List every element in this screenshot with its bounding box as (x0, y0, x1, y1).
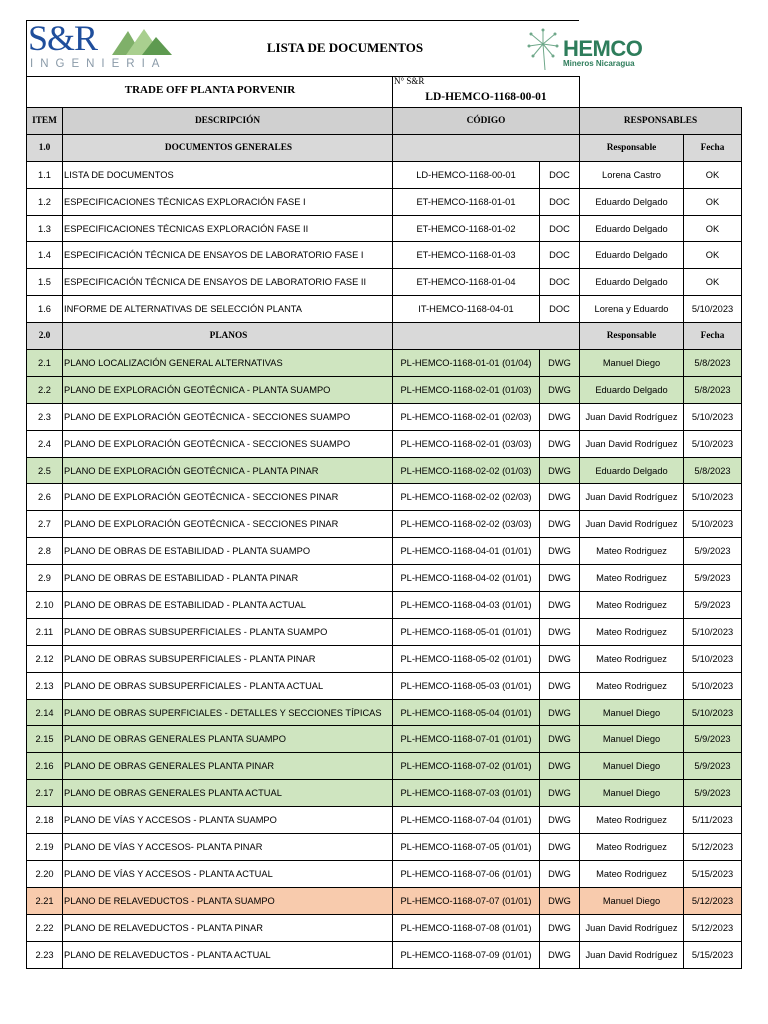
item-responsible: Eduardo Delgado (580, 457, 684, 484)
item-date: 5/10/2023 (684, 618, 742, 645)
item-description: ESPECIFICACIÓN TÉCNICA DE ENSAYOS DE LABORATORIO FASE I (63, 242, 393, 269)
header-divider (26, 76, 579, 77)
item-type: DWG (540, 780, 580, 807)
table-row[interactable] (27, 269, 742, 296)
item-type: DOC (540, 161, 580, 188)
item-responsible: Lorena y Eduardo (580, 296, 684, 323)
item-description: PLANO LOCALIZACIÓN GENERAL ALTERNATIVAS (63, 350, 393, 377)
item-description: ESPECIFICACIONES TÉCNICAS EXPLORACIÓN FASE I (63, 188, 393, 215)
document-number: LD-HEMCO-1168-00-01 (425, 91, 547, 103)
item-responsible: Lorena Castro (580, 161, 684, 188)
item-number: 2.22 (27, 914, 63, 941)
table-row[interactable] (27, 242, 742, 269)
table-row[interactable] (27, 645, 742, 672)
document-list-body (27, 108, 742, 969)
item-number: 2.21 (27, 887, 63, 914)
item-description: INFORME DE ALTERNATIVAS DE SELECCIÓN PLANTA (63, 296, 393, 323)
item-type: DWG (540, 753, 580, 780)
item-responsible: Eduardo Delgado (580, 269, 684, 296)
item-responsible: Eduardo Delgado (580, 188, 684, 215)
item-number: 2.1 (27, 350, 63, 377)
section-header-row (27, 323, 742, 350)
header-right-border (579, 76, 580, 108)
document-number-label: N° S&R (394, 76, 425, 86)
project-name: TRADE OFF PLANTA PORVENIR (124, 84, 296, 96)
item-date: 5/10/2023 (684, 511, 742, 538)
section-header-row (27, 134, 742, 161)
item-responsible: Mateo Rodriguez (580, 645, 684, 672)
item-type: DWG (540, 726, 580, 753)
item-number: 1.6 (27, 296, 63, 323)
item-date: 5/9/2023 (684, 565, 742, 592)
item-code: ET-HEMCO-1168-01-02 (393, 215, 540, 242)
item-type: DWG (540, 887, 580, 914)
item-description: PLANO DE EXPLORACIÓN GEOTÉCNICA - PLANTA PINAR (63, 457, 393, 484)
item-type: DOC (540, 215, 580, 242)
table-row[interactable] (27, 376, 742, 403)
company-logo-text: S&R (28, 18, 98, 58)
item-type: DWG (540, 592, 580, 619)
item-code: PL-HEMCO-1168-01-01 (01/04) (393, 350, 540, 377)
company-logo-sub: INGENIERIA (30, 58, 167, 70)
table-row[interactable] (27, 161, 742, 188)
item-type: DWG (540, 403, 580, 430)
table-row[interactable] (27, 753, 742, 780)
item-date: 5/9/2023 (684, 592, 742, 619)
item-type: DWG (540, 618, 580, 645)
item-description: ESPECIFICACIÓN TÉCNICA DE ENSAYOS DE LABORATORIO FASE II (63, 269, 393, 296)
item-code: PL-HEMCO-1168-02-02 (03/03) (393, 511, 540, 538)
item-responsible: Juan David Rodríguez (580, 941, 684, 968)
item-description: PLANO DE EXPLORACIÓN GEOTÉCNICA - SECCIONES SUAMPO (63, 430, 393, 457)
item-code: PL-HEMCO-1168-07-02 (01/01) (393, 753, 540, 780)
item-number: 2.9 (27, 565, 63, 592)
item-responsible: Manuel Diego (580, 350, 684, 377)
item-code: PL-HEMCO-1168-07-04 (01/01) (393, 807, 540, 834)
item-code: PL-HEMCO-1168-05-01 (01/01) (393, 618, 540, 645)
item-code: IT-HEMCO-1168-04-01 (393, 296, 540, 323)
table-row[interactable] (27, 887, 742, 914)
table-row[interactable] (27, 780, 742, 807)
item-date: 5/15/2023 (684, 860, 742, 887)
item-code: LD-HEMCO-1168-00-01 (393, 161, 540, 188)
section-number: 1.0 (27, 134, 63, 161)
item-responsible: Manuel Diego (580, 887, 684, 914)
item-description: PLANO DE OBRAS GENERALES PLANTA SUAMPO (63, 726, 393, 753)
table-row[interactable] (27, 941, 742, 968)
document-title: LISTA DE DOCUMENTOS (266, 40, 424, 55)
item-date: OK (684, 188, 742, 215)
section-date-label: Fecha (684, 134, 742, 161)
company-logo (28, 18, 178, 71)
item-responsible: Mateo Rodriguez (580, 538, 684, 565)
item-responsible: Juan David Rodríguez (580, 511, 684, 538)
item-responsible: Eduardo Delgado (580, 376, 684, 403)
item-code: PL-HEMCO-1168-02-02 (01/03) (393, 457, 540, 484)
item-responsible: Manuel Diego (580, 753, 684, 780)
table-row[interactable] (27, 914, 742, 941)
item-date: OK (684, 242, 742, 269)
item-date: 5/12/2023 (684, 834, 742, 861)
item-description: PLANO DE RELAVEDUCTOS - PLANTA ACTUAL (63, 941, 393, 968)
item-responsible: Juan David Rodríguez (580, 484, 684, 511)
item-date: 5/11/2023 (684, 807, 742, 834)
section-title: DOCUMENTOS GENERALES (63, 134, 393, 161)
item-type: DWG (540, 914, 580, 941)
item-type: DWG (540, 484, 580, 511)
header-top-border (26, 20, 579, 21)
item-code: PL-HEMCO-1168-04-03 (01/01) (393, 592, 540, 619)
item-date: 5/9/2023 (684, 726, 742, 753)
item-type: DWG (540, 699, 580, 726)
table-row[interactable] (27, 296, 742, 323)
item-code: PL-HEMCO-1168-05-04 (01/01) (393, 699, 540, 726)
item-description: PLANO DE VÍAS Y ACCESOS - PLANTA SUAMPO (63, 807, 393, 834)
item-description: ESPECIFICACIONES TÉCNICAS EXPLORACIÓN FASE II (63, 215, 393, 242)
item-description: PLANO DE OBRAS SUPERFICIALES - DETALLES Y SECCIONES TÍPICAS (63, 699, 393, 726)
item-number: 2.19 (27, 834, 63, 861)
item-responsible: Mateo Rodriguez (580, 592, 684, 619)
item-code: PL-HEMCO-1168-07-05 (01/01) (393, 834, 540, 861)
table-row[interactable] (27, 215, 742, 242)
item-description: PLANO DE OBRAS DE ESTABILIDAD - PLANTA ACTUAL (63, 592, 393, 619)
item-code: PL-HEMCO-1168-07-09 (01/01) (393, 941, 540, 968)
table-row[interactable] (27, 565, 742, 592)
item-code: ET-HEMCO-1168-01-01 (393, 188, 540, 215)
item-description: PLANO DE VÍAS Y ACCESOS- PLANTA PINAR (63, 834, 393, 861)
table-row[interactable] (27, 592, 742, 619)
item-code: PL-HEMCO-1168-07-06 (01/01) (393, 860, 540, 887)
item-description: LISTA DE DOCUMENTOS (63, 161, 393, 188)
item-number: 2.6 (27, 484, 63, 511)
item-type: DOC (540, 269, 580, 296)
item-date: 5/10/2023 (684, 403, 742, 430)
item-type: DWG (540, 457, 580, 484)
client-logo-sub: Mineros Nicaragua (563, 59, 635, 68)
item-number: 2.16 (27, 753, 63, 780)
section-blank-cell (393, 323, 580, 350)
item-number: 2.7 (27, 511, 63, 538)
item-date: 5/10/2023 (684, 484, 742, 511)
item-responsible: Eduardo Delgado (580, 242, 684, 269)
item-date: 5/8/2023 (684, 376, 742, 403)
item-responsible: Mateo Rodriguez (580, 565, 684, 592)
mountain-icon (112, 27, 172, 55)
item-number: 2.12 (27, 645, 63, 672)
item-number: 1.1 (27, 161, 63, 188)
item-description: PLANO DE OBRAS DE ESTABILIDAD - PLANTA SUAMPO (63, 538, 393, 565)
item-number: 2.17 (27, 780, 63, 807)
item-description: PLANO DE OBRAS SUBSUPERFICIALES - PLANTA SUAMPO (63, 618, 393, 645)
item-code: PL-HEMCO-1168-04-01 (01/01) (393, 538, 540, 565)
item-code: PL-HEMCO-1168-04-02 (01/01) (393, 565, 540, 592)
section-date-label: Fecha (684, 323, 742, 350)
item-type: DWG (540, 350, 580, 377)
table-row[interactable] (27, 484, 742, 511)
item-code: PL-HEMCO-1168-07-07 (01/01) (393, 887, 540, 914)
item-number: 2.18 (27, 807, 63, 834)
item-description: PLANO DE OBRAS SUBSUPERFICIALES - PLANTA PINAR (63, 645, 393, 672)
item-responsible: Juan David Rodríguez (580, 403, 684, 430)
item-type: DWG (540, 672, 580, 699)
item-description: PLANO DE RELAVEDUCTOS - PLANTA SUAMPO (63, 887, 393, 914)
item-code: PL-HEMCO-1168-07-01 (01/01) (393, 726, 540, 753)
item-number: 1.2 (27, 188, 63, 215)
table-row[interactable] (27, 457, 742, 484)
item-date: 5/9/2023 (684, 780, 742, 807)
item-code: ET-HEMCO-1168-01-04 (393, 269, 540, 296)
table-row[interactable] (27, 618, 742, 645)
client-logo (525, 26, 655, 72)
item-date: OK (684, 161, 742, 188)
item-number: 1.4 (27, 242, 63, 269)
header-left-border (26, 20, 27, 108)
item-date: 5/9/2023 (684, 538, 742, 565)
item-responsible: Mateo Rodriguez (580, 807, 684, 834)
item-responsible: Mateo Rodriguez (580, 672, 684, 699)
dandelion-icon (525, 26, 563, 72)
item-number: 2.20 (27, 860, 63, 887)
table-row[interactable] (27, 860, 742, 887)
item-type: DWG (540, 376, 580, 403)
section-responsible-label: Responsable (580, 134, 684, 161)
item-date: 5/10/2023 (684, 699, 742, 726)
section-number: 2.0 (27, 323, 63, 350)
item-type: DWG (540, 565, 580, 592)
item-date: 5/9/2023 (684, 753, 742, 780)
section-responsible-label: Responsable (580, 323, 684, 350)
item-description: PLANO DE OBRAS GENERALES PLANTA PINAR (63, 753, 393, 780)
item-code: PL-HEMCO-1168-05-03 (01/01) (393, 672, 540, 699)
item-number: 2.13 (27, 672, 63, 699)
item-responsible: Mateo Rodriguez (580, 860, 684, 887)
item-date: 5/10/2023 (684, 645, 742, 672)
item-number: 2.3 (27, 403, 63, 430)
column-header-code: CÓDIGO (393, 108, 580, 135)
item-type: DWG (540, 538, 580, 565)
item-code: PL-HEMCO-1168-02-02 (02/03) (393, 484, 540, 511)
table-row[interactable] (27, 350, 742, 377)
document-list-table (26, 107, 742, 969)
item-description: PLANO DE EXPLORACIÓN GEOTÉCNICA - SECCIONES SUAMPO (63, 403, 393, 430)
item-number: 2.11 (27, 618, 63, 645)
item-code: PL-HEMCO-1168-05-02 (01/01) (393, 645, 540, 672)
item-number: 2.10 (27, 592, 63, 619)
item-code: PL-HEMCO-1168-02-01 (01/03) (393, 376, 540, 403)
item-number: 2.8 (27, 538, 63, 565)
table-row[interactable] (27, 403, 742, 430)
item-responsible: Manuel Diego (580, 726, 684, 753)
item-date: 5/15/2023 (684, 941, 742, 968)
item-number: 1.5 (27, 269, 63, 296)
item-description: PLANO DE RELAVEDUCTOS - PLANTA PINAR (63, 914, 393, 941)
item-type: DWG (540, 645, 580, 672)
item-number: 1.3 (27, 215, 63, 242)
table-row[interactable] (27, 834, 742, 861)
item-type: DOC (540, 296, 580, 323)
section-blank-cell (393, 134, 580, 161)
item-code: PL-HEMCO-1168-02-01 (03/03) (393, 430, 540, 457)
item-type: DOC (540, 188, 580, 215)
item-description: PLANO DE OBRAS GENERALES PLANTA ACTUAL (63, 780, 393, 807)
item-date: 5/10/2023 (684, 296, 742, 323)
item-description: PLANO DE VÍAS Y ACCESOS - PLANTA ACTUAL (63, 860, 393, 887)
item-date: 5/8/2023 (684, 350, 742, 377)
item-number: 2.4 (27, 430, 63, 457)
item-description: PLANO DE OBRAS DE ESTABILIDAD - PLANTA PINAR (63, 565, 393, 592)
item-responsible: Juan David Rodríguez (580, 914, 684, 941)
item-date: 5/10/2023 (684, 430, 742, 457)
item-description: PLANO DE EXPLORACIÓN GEOTÉCNICA - SECCIONES PINAR (63, 511, 393, 538)
item-date: 5/12/2023 (684, 914, 742, 941)
item-date: 5/12/2023 (684, 887, 742, 914)
column-header-description: DESCRIPCIÓN (63, 108, 393, 135)
item-type: DWG (540, 860, 580, 887)
item-date: 5/8/2023 (684, 457, 742, 484)
table-row[interactable] (27, 726, 742, 753)
item-number: 2.15 (27, 726, 63, 753)
item-type: DOC (540, 242, 580, 269)
item-number: 2.2 (27, 376, 63, 403)
table-row[interactable] (27, 699, 742, 726)
column-header-item: ITEM (27, 108, 63, 135)
section-title: PLANOS (63, 323, 393, 350)
column-header-responsibles: RESPONSABLES (580, 108, 742, 135)
table-row[interactable] (27, 672, 742, 699)
item-responsible: Mateo Rodriguez (580, 618, 684, 645)
item-date: OK (684, 269, 742, 296)
item-code: PL-HEMCO-1168-07-03 (01/01) (393, 780, 540, 807)
item-responsible: Eduardo Delgado (580, 215, 684, 242)
item-type: DWG (540, 430, 580, 457)
item-description: PLANO DE OBRAS SUBSUPERFICIALES - PLANTA ACTUAL (63, 672, 393, 699)
item-type: DWG (540, 807, 580, 834)
item-number: 2.14 (27, 699, 63, 726)
table-row[interactable] (27, 188, 742, 215)
item-type: DWG (540, 941, 580, 968)
item-description: PLANO DE EXPLORACIÓN GEOTÉCNICA - PLANTA SUAMPO (63, 376, 393, 403)
header-divider-code (392, 76, 393, 108)
client-logo-text: HEMCO (563, 36, 643, 61)
item-code: PL-HEMCO-1168-07-08 (01/01) (393, 914, 540, 941)
item-responsible: Manuel Diego (580, 699, 684, 726)
item-number: 2.23 (27, 941, 63, 968)
table-row[interactable] (27, 511, 742, 538)
item-number: 2.5 (27, 457, 63, 484)
item-type: DWG (540, 511, 580, 538)
item-responsible: Mateo Rodriguez (580, 834, 684, 861)
column-header-row (27, 108, 742, 135)
item-code: ET-HEMCO-1168-01-03 (393, 242, 540, 269)
item-code: PL-HEMCO-1168-02-01 (02/03) (393, 403, 540, 430)
item-responsible: Manuel Diego (580, 780, 684, 807)
table-row[interactable] (27, 807, 742, 834)
item-description: PLANO DE EXPLORACIÓN GEOTÉCNICA - SECCIONES PINAR (63, 484, 393, 511)
item-responsible: Juan David Rodríguez (580, 430, 684, 457)
item-date: OK (684, 215, 742, 242)
item-type: DWG (540, 834, 580, 861)
table-row[interactable] (27, 538, 742, 565)
item-date: 5/10/2023 (684, 672, 742, 699)
table-row[interactable] (27, 430, 742, 457)
